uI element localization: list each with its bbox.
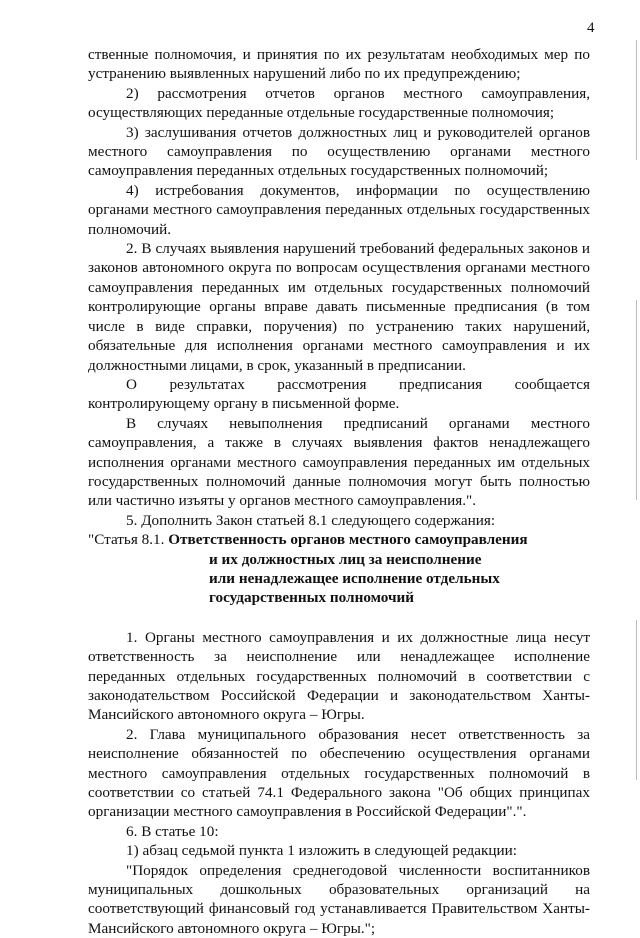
article-title-line1: Ответственность органов местного самоуправления [168, 531, 528, 549]
article-heading [88, 530, 590, 549]
article-title-line3: или ненадлежащее исполнение отдельных [209, 569, 500, 587]
article-title-line2: и их должностных лиц за неисполнение [209, 550, 482, 568]
spacer [88, 608, 590, 628]
article-title-line4: государственных полномочий [209, 589, 415, 607]
paragraph: 2. Глава муниципального образования несет ответственность за неисполнение обязанностей по обеспечению осуществления органами местного самоуправления отдельных государственных полномочий в соответствии со статьей 74.1 Федерального закона "Об общих принципах организации местного самоуправления в Российской Федерации".". [88, 725, 590, 821]
article-lead: "Статья 8.1. [88, 531, 169, 549]
paragraph: 6. В статье 10: [126, 822, 219, 840]
paragraph: 3) заслушивания отчетов должностных лиц и руководителей органов местного самоуправления по осуществлению органами местного самоуправления переданных отдельных государственных полномочий; [88, 123, 590, 180]
page-number: 4 [587, 20, 595, 36]
paragraphs-bottom [88, 628, 590, 938]
paragraph: О результатах рассмотрения предписания сообщается контролирующему органу в письменной форме. [88, 375, 590, 413]
document-body [88, 45, 590, 938]
paragraph: 2. В случаях выявления нарушений требований федеральных законов и законов автономного округа по вопросам осуществления органами местного самоуправления переданных им отдельных государственных полномочий контролирующие органы вправе давать письменные предписания (в том числе в виде справки, поручения) по устранению таких нарушений, обязательные для исполнения органами местного самоуправления и их должностными лицами, в срок, указанный в предписании. [88, 240, 590, 374]
paragraph: В случаях невыполнения предписаний органами местного самоуправления, а также в случаях выявления фактов ненадлежащего исполнения органами местного самоуправления переданных им отдельных государственных полномочий данные полномочия могут быть полностью или частично изъяты у органов местного самоуправления.". [88, 414, 590, 510]
scan-edge-mark [636, 40, 637, 160]
paragraph: "Порядок определения среднегодовой численности воспитанников муниципальных дошкольных образовательных организаций на соответствующий финансовый год устанавливается Правительством Ханты-Мансийского автономного округа – Югры."; [88, 861, 590, 937]
paragraph: 1. Органы местного самоуправления и их должностные лица несут ответственность за неисполнение или ненадлежащее исполнение переданных отдельных государственных полномочий в соответствии с законодательством Российской Федерации и законодательством Ханты-Мансийского автономного округа – Югры. [88, 628, 590, 724]
paragraph: ственные полномочия, и принятия по их результатам необходимых мер по устранению выявленных нарушений либо по их предупреждению; [88, 46, 590, 83]
paragraphs-top [88, 45, 590, 530]
paragraph: 2) рассмотрения отчетов органов местного самоуправления, осуществляющих переданные отдельные государственные полномочия; [88, 84, 590, 122]
scan-edge-mark [636, 300, 637, 500]
scan-edge-mark [636, 620, 637, 780]
paragraph: 1) абзац седьмой пункта 1 изложить в следующей редакции: [126, 842, 517, 860]
paragraph: 5. Дополнить Закон статьей 8.1 следующего содержания: [126, 511, 496, 529]
article-title-rest [209, 550, 590, 608]
paragraph: 4) истребования документов, информации по осуществлению органами местного самоуправления переданных отдельных государственных полномочий. [88, 181, 590, 238]
